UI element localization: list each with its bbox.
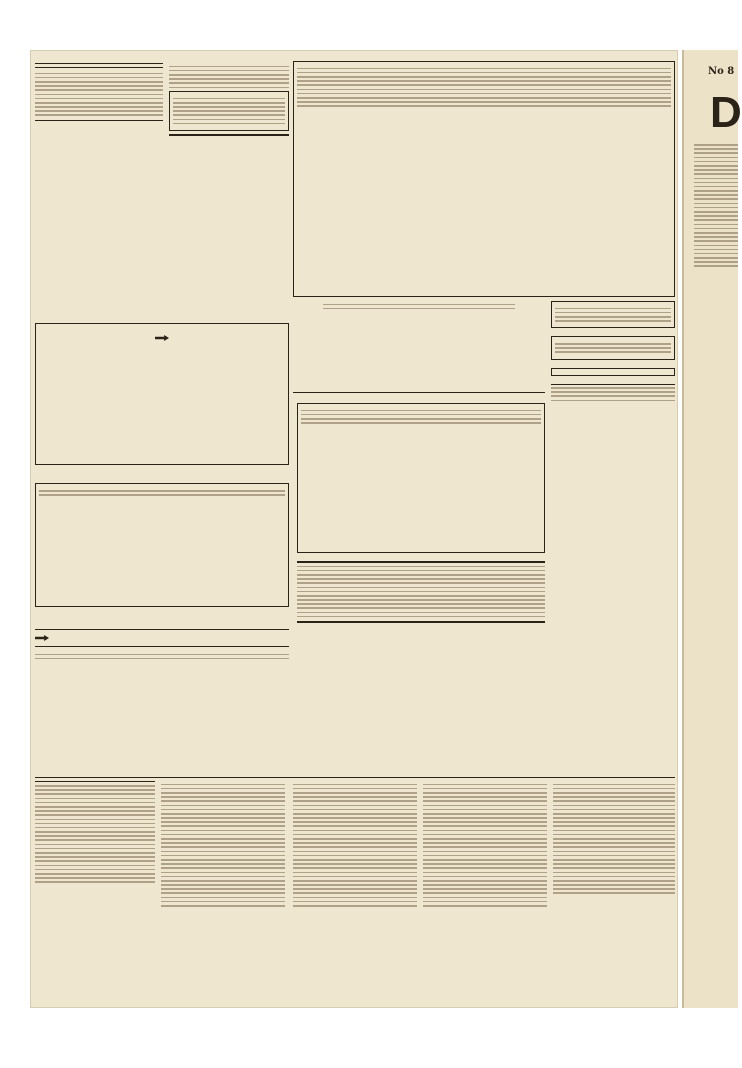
paden-text <box>555 343 671 353</box>
postbode-text <box>39 490 285 496</box>
piano-box-text <box>173 98 285 125</box>
advertenties-column <box>35 63 163 124</box>
piano-column <box>169 63 289 136</box>
feuilleton-text-3 <box>293 781 417 909</box>
orgel-ad <box>35 651 289 773</box>
gelijkenissen-text-1 <box>297 566 545 572</box>
piano-kerst-box <box>169 91 289 131</box>
koraal-text <box>551 387 675 401</box>
pointing-hand-icon <box>35 635 49 641</box>
pointing-hand-icon <box>155 335 169 341</box>
ster-text-1 <box>297 68 671 78</box>
postbode-ad <box>35 483 289 607</box>
kerstlicht-ad <box>35 323 289 465</box>
tijd-banner <box>35 629 289 647</box>
rozen-ad <box>551 368 675 376</box>
kerstlicht-meditaties-row <box>39 335 285 342</box>
dankbetuiging-title <box>35 67 163 70</box>
ster-text-2 <box>297 80 671 90</box>
piano-text <box>169 66 289 89</box>
orgel-text <box>35 654 289 660</box>
feuilleton-text-2 <box>161 781 285 909</box>
gelijkenissen-ad <box>297 561 545 761</box>
right-ads-column <box>551 301 675 404</box>
feuilleton-text-4 <box>423 781 547 909</box>
next-page-initial: D <box>710 88 742 137</box>
gelijkenissen-text-3 <box>297 587 545 618</box>
onesiforus-bank-ad <box>293 301 545 393</box>
newspaper-page <box>30 50 678 1008</box>
mijn-kerstboek-ad <box>551 301 675 328</box>
onesiforus-text <box>293 304 545 310</box>
bredee-familie-ad <box>297 403 545 553</box>
gelijkenissen-title <box>297 561 545 563</box>
de-ster-ad <box>293 61 675 297</box>
advertenties-heading <box>35 63 163 64</box>
feuilleton-text-5 <box>553 784 675 894</box>
ster-text-4 <box>297 101 671 107</box>
kerstboek-text <box>555 308 671 322</box>
geef-uw-krant <box>35 120 163 124</box>
feuilleton-heading <box>35 781 155 782</box>
ster-text-3 <box>297 93 671 99</box>
bredee-text-2 <box>301 418 541 424</box>
gelijkenissen-text-2 <box>297 574 545 584</box>
feuilleton-column-5 <box>553 781 675 897</box>
oude-paden-ad <box>551 336 675 359</box>
feuilleton-text-1 <box>35 785 155 883</box>
bredee-text <box>301 410 541 416</box>
koraalboek-ad <box>551 384 675 402</box>
adjacent-page <box>682 50 742 1008</box>
gelijkenissen-bottom <box>297 621 545 623</box>
next-page-number: No 8 <box>708 66 735 77</box>
adverteert <box>169 134 289 136</box>
next-page-text <box>694 144 738 267</box>
dankbetuiging-text <box>35 73 163 116</box>
feuilleton-column <box>35 781 155 886</box>
feuilleton-rule <box>35 777 675 778</box>
